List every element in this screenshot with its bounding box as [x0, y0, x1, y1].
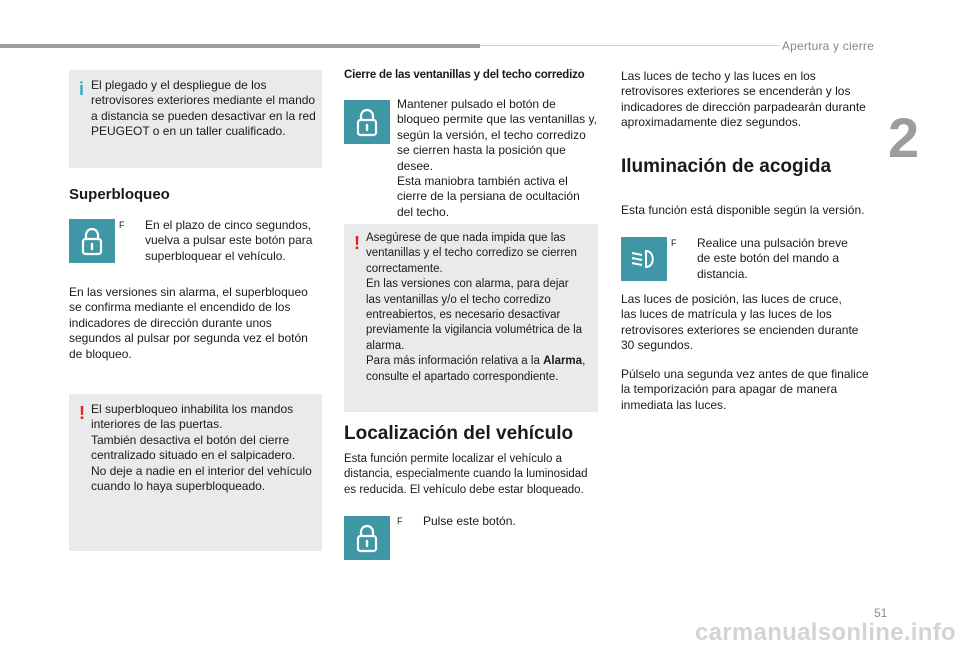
- warning-line: El superbloqueo inhabilita los mandos: [91, 402, 294, 416]
- warning-line: previamente la vigilancia volumétrica de la: [366, 324, 583, 337]
- info-line: retrovisores exteriores mediante el mando: [91, 93, 316, 108]
- info-icon: i: [79, 79, 85, 99]
- bullet-line: distancia.: [697, 266, 748, 281]
- warning-line: alarma.: [366, 339, 405, 352]
- warning-icon: !: [79, 403, 85, 423]
- para-line: En las versiones sin alarma, el superbloqueo: [69, 285, 308, 299]
- padlock-icon: [78, 226, 106, 256]
- para-line: cierre de la persiana de ocultación: [397, 189, 580, 204]
- bullet-line: de este botón del mando a: [697, 251, 840, 266]
- warning-box-superbloqueo: [69, 394, 322, 551]
- para-lights-flash: [621, 69, 866, 131]
- heading-windows-roof: Cierre de las ventanillas y del techo corredizo: [344, 69, 585, 81]
- para-line: indicadores de dirección parpadearán durante: [621, 99, 866, 114]
- header-rule-thick: [0, 44, 480, 48]
- para-line: Las luces de techo y las luces en los: [621, 69, 816, 83]
- para-superbloqueo: [69, 285, 308, 362]
- para-line: Las luces de posición, las luces de cruce,: [621, 292, 842, 306]
- para-line: Esta función permite localizar el vehículo a: [344, 453, 562, 465]
- warning-line-alarm: [366, 354, 585, 369]
- warning-line: No deje a nadie en el interior del vehículo: [91, 463, 312, 478]
- bullet-line: Realice una pulsación breve: [697, 236, 848, 250]
- para-line: de bloqueo.: [69, 346, 132, 361]
- watermark: carmanualsonline.info: [694, 619, 956, 646]
- heading-localizacion: Localización del vehículo: [344, 423, 574, 444]
- para-localizacion: [344, 452, 588, 498]
- info-line: El plegado y el despliegue de los: [91, 78, 267, 92]
- alarm-link-text: Alarma: [543, 355, 583, 368]
- info-box-mirrors: [69, 70, 322, 168]
- para-line: 30 segundos.: [621, 338, 694, 353]
- warning-line: Asegúrese de que nada impida que las: [366, 232, 566, 244]
- warning-line: También desactiva el botón del cierre: [91, 432, 290, 447]
- page-number: 51: [874, 606, 888, 620]
- bullet-marker: F: [671, 238, 677, 248]
- bullet-line: En el plazo de cinco segundos,: [145, 218, 312, 232]
- alarm-pre: Para más información relativa a la: [366, 355, 544, 368]
- heading-superbloqueo: Superbloqueo: [69, 186, 170, 203]
- warning-line: ventanillas y el techo corredizo se cierren: [366, 247, 577, 260]
- para-line: retrovisores exteriores se encienden durante: [621, 322, 859, 337]
- para-line: bloqueo permite que las ventanillas y,: [397, 112, 597, 127]
- para-line: segundos al pulsar por segunda vez el botón: [69, 331, 308, 346]
- para-line: Esta maniobra también activa el: [397, 174, 568, 189]
- bullet-line: Pulse este botón.: [423, 514, 516, 528]
- lock-button-image: [69, 219, 115, 263]
- warning-icon: !: [354, 233, 360, 253]
- warning-box-windows: [344, 224, 598, 412]
- warning-line: las ventanillas y/o el techo corredizo: [366, 293, 551, 306]
- para-line: Púlselo una segunda vez antes de que finalice: [621, 367, 869, 381]
- para-lights-on: [621, 292, 858, 354]
- warning-line: entreabiertos, es necesario desactivar: [366, 309, 561, 322]
- bullet-marker: F: [119, 220, 125, 230]
- para-line: indicadores de dirección durante unos: [69, 315, 272, 330]
- para-line: se cierren hasta la posición que: [397, 143, 566, 158]
- para-lights-off: [621, 367, 869, 413]
- warning-line: centralizado situado en el salpicadero.: [91, 448, 296, 463]
- para-line: Mantener pulsado el botón de: [397, 97, 556, 111]
- para-line: la temporización para apagar de manera: [621, 382, 838, 397]
- chapter-number: 2: [888, 106, 920, 169]
- header-rule-thin: [480, 45, 780, 46]
- para-line: aproximadamente diez segundos.: [621, 115, 802, 130]
- info-line: PEUGEOT o en un taller cualificado.: [91, 124, 286, 139]
- para-windows-roof: [397, 97, 597, 220]
- para-line: desee.: [397, 158, 434, 173]
- alarm-post: ,: [582, 355, 586, 368]
- section-title: Apertura y cierre: [781, 39, 874, 53]
- para-line: es reducida. El vehículo debe estar bloqueado.: [344, 483, 584, 496]
- info-line: a distancia se pueden desactivar en la red: [91, 108, 316, 123]
- padlock-icon: [353, 107, 381, 137]
- lock-button-image: [344, 516, 390, 560]
- para-line: según la versión, el techo corredizo: [397, 127, 586, 142]
- warning-line: En las versiones con alarma, para dejar: [366, 278, 569, 291]
- para-line: retrovisores exteriores se encenderán y los: [621, 84, 851, 99]
- warning-line: cuando lo haya superbloqueado.: [91, 479, 266, 494]
- bullet-line: superbloquear el vehículo.: [145, 248, 286, 263]
- lights-button-image: [621, 237, 667, 281]
- para-line: las luces de matrícula y las luces de los: [621, 307, 832, 322]
- warning-line: interiores de las puertas.: [91, 417, 223, 432]
- low-beam-headlight-icon: [629, 244, 659, 274]
- para-line: del techo.: [397, 204, 450, 219]
- lock-button-image: [344, 100, 390, 144]
- heading-iluminacion: Iluminación de acogida: [621, 156, 832, 177]
- para-availability: Esta función está disponible según la versión.: [621, 203, 865, 217]
- para-line: distancia, especialmente cuando la luminosidad: [344, 468, 588, 481]
- bullet-line: vuelva a pulsar este botón para: [145, 233, 313, 248]
- warning-line: consulte el apartado correspondiente.: [366, 370, 559, 383]
- padlock-icon: [353, 523, 381, 553]
- bullet-marker: F: [397, 516, 403, 526]
- para-line: inmediata las luces.: [621, 397, 727, 412]
- warning-line: correctamente.: [366, 262, 443, 275]
- para-line: se confirma mediante el encendido de los: [69, 300, 291, 315]
